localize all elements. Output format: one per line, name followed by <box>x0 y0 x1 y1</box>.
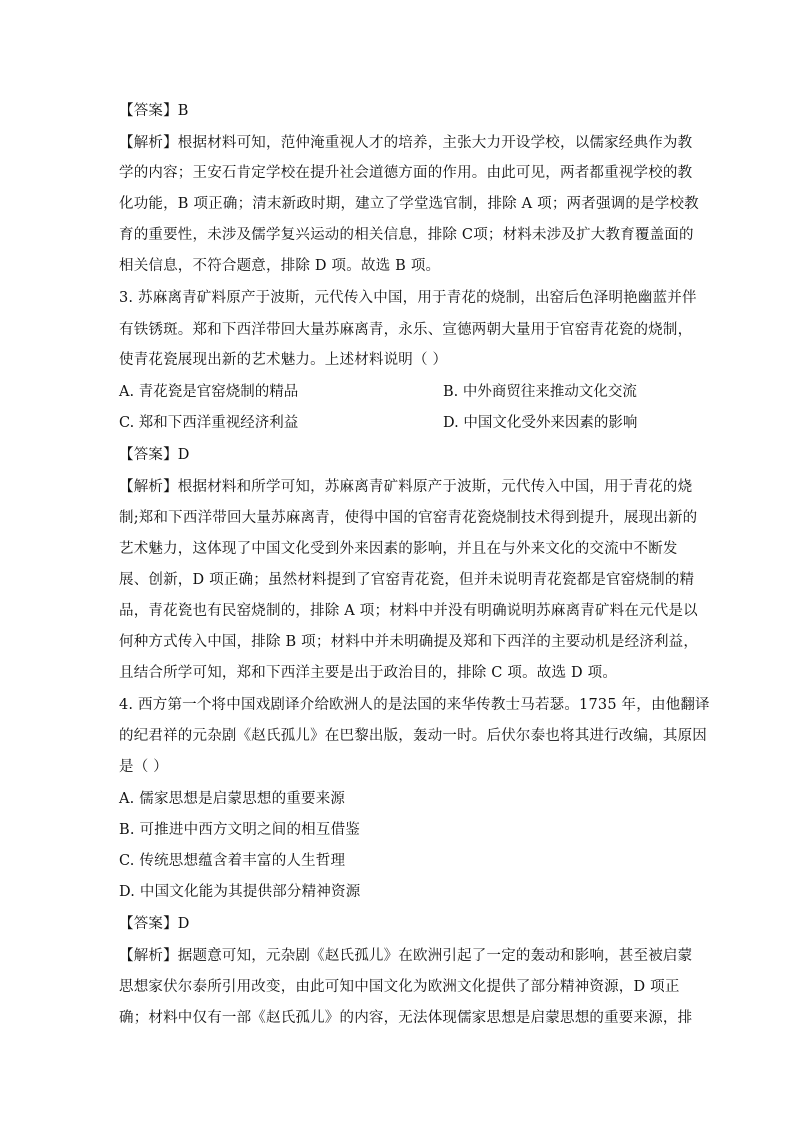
q3-analysis-line: 展、创新，D 项正确；虽然材料提到了官窑青花瓷，但并未说明青花瓷都是官窑烧制的精 <box>119 572 695 588</box>
q4-answer: 【答案】D <box>119 916 190 932</box>
q4-option-a: A. 儒家思想是启蒙思想的重要来源 <box>119 791 346 807</box>
q4-stem-line: 的纪君祥的元杂剧《赵氏孤儿》在巴黎出版，轰动一时。后伏尔泰也将其进行改编，其原因 <box>119 728 707 744</box>
q2-analysis-line: 化功能，B 项正确；清末新政时期，建立了学堂选官制，排除 A 项；两者强调的是学校教 <box>119 196 699 212</box>
q2-analysis-line: 相关信息，不符合题意，排除 D 项。故选 B 项。 <box>119 258 441 274</box>
q2-analysis-line: 【解析】根据材料可知，范仲淹重视人才的培养，主张大力开设学校，以儒家经典作为教 <box>119 135 693 151</box>
q2-analysis-line: 育的重要性，未涉及儒学复兴运动的相关信息，排除 C项；材料未涉及扩大教育覆盖面的 <box>119 227 694 243</box>
q3-analysis-line: 制;郑和下西洋带回大量苏麻离青，使得中国的官窑青花瓷烧制技术得到提升，展现出新的 <box>119 510 698 526</box>
q3-analysis-line: 且结合所学可知，郑和下西洋主要是出于政治目的，排除 C 项。故选 D 项。 <box>119 665 618 681</box>
q3-analysis-line: 艺术魅力，这体现了中国文化受到外来因素的影响，并且在与外来文化的交流中不断发 <box>119 541 678 557</box>
q4-option-b: B. 可推进中西方文明之间的相互借鉴 <box>119 822 360 838</box>
q3-stem-line: 使青花瓷展现出新的艺术魅力。上述材料说明（ ） <box>119 352 448 368</box>
q2-answer: 【答案】B <box>119 103 189 119</box>
q4-option-c: C. 传统思想蕴含着丰富的人生哲理 <box>119 853 346 869</box>
q4-stem-line: 是（ ） <box>119 759 168 775</box>
q3-stem-line: 有铁锈斑。郑和下西洋带回大量苏麻离青，永乐、宣德两朝大量用于官窑青花瓷的烧制， <box>119 322 693 338</box>
q4-stem-line: 4. 西方第一个将中国戏剧译介给欧洲人的是法国的来华传教士马若瑟。1735 年，由他翻译 <box>119 697 710 713</box>
q3-analysis-line: 何种方式传入中国，排除 B 项；材料中并未明确提及郑和下西洋的主要动机是经济利益， <box>119 634 699 650</box>
q3-stem-line: 3. 苏麻离青矿料原产于波斯，元代传入中国，用于青花的烧制，出窑后色泽明艳幽蓝并伴 <box>119 290 697 306</box>
q4-option-d: D. 中国文化能为其提供部分精神资源 <box>119 884 361 900</box>
q3-analysis-line: 品，青花瓷也有民窑烧制的，排除 A 项；材料中并没有明确说明苏麻离青矿料在元代是以 <box>119 603 698 619</box>
q3-option-a: A. 青花瓷是官窑烧制的精品 <box>119 384 299 400</box>
q4-analysis-line: 确；材料中仅有一部《赵氏孤儿》的内容，无法体现儒家思想是启蒙思想的重要来源，排 <box>119 1010 693 1026</box>
q3-answer: 【答案】D <box>119 447 190 463</box>
q3-option-c: C. 郑和下西洋重视经济利益 <box>119 415 299 431</box>
q3-option-b: B. 中外商贸往来推动文化交流 <box>443 384 637 400</box>
q2-analysis-line: 学的内容；王安石肯定学校在提升社会道德方面的作用。由此可见，两者都重视学校的教 <box>119 165 693 181</box>
q3-analysis-line: 【解析】根据材料和所学可知，苏麻离青矿料原产于波斯，元代传入中国，用于青花的烧 <box>119 479 693 495</box>
q4-analysis-line: 【解析】据题意可知，元杂剧《赵氏孤儿》在欧洲引起了一定的轰动和影响，甚至被启蒙 <box>119 948 693 964</box>
q4-analysis-line: 思想家伏尔泰所引用改变，由此可知中国文化为欧洲文化提供了部分精神资源，D 项正 <box>119 979 680 995</box>
q3-option-d: D. 中国文化受外来因素的影响 <box>443 415 638 431</box>
